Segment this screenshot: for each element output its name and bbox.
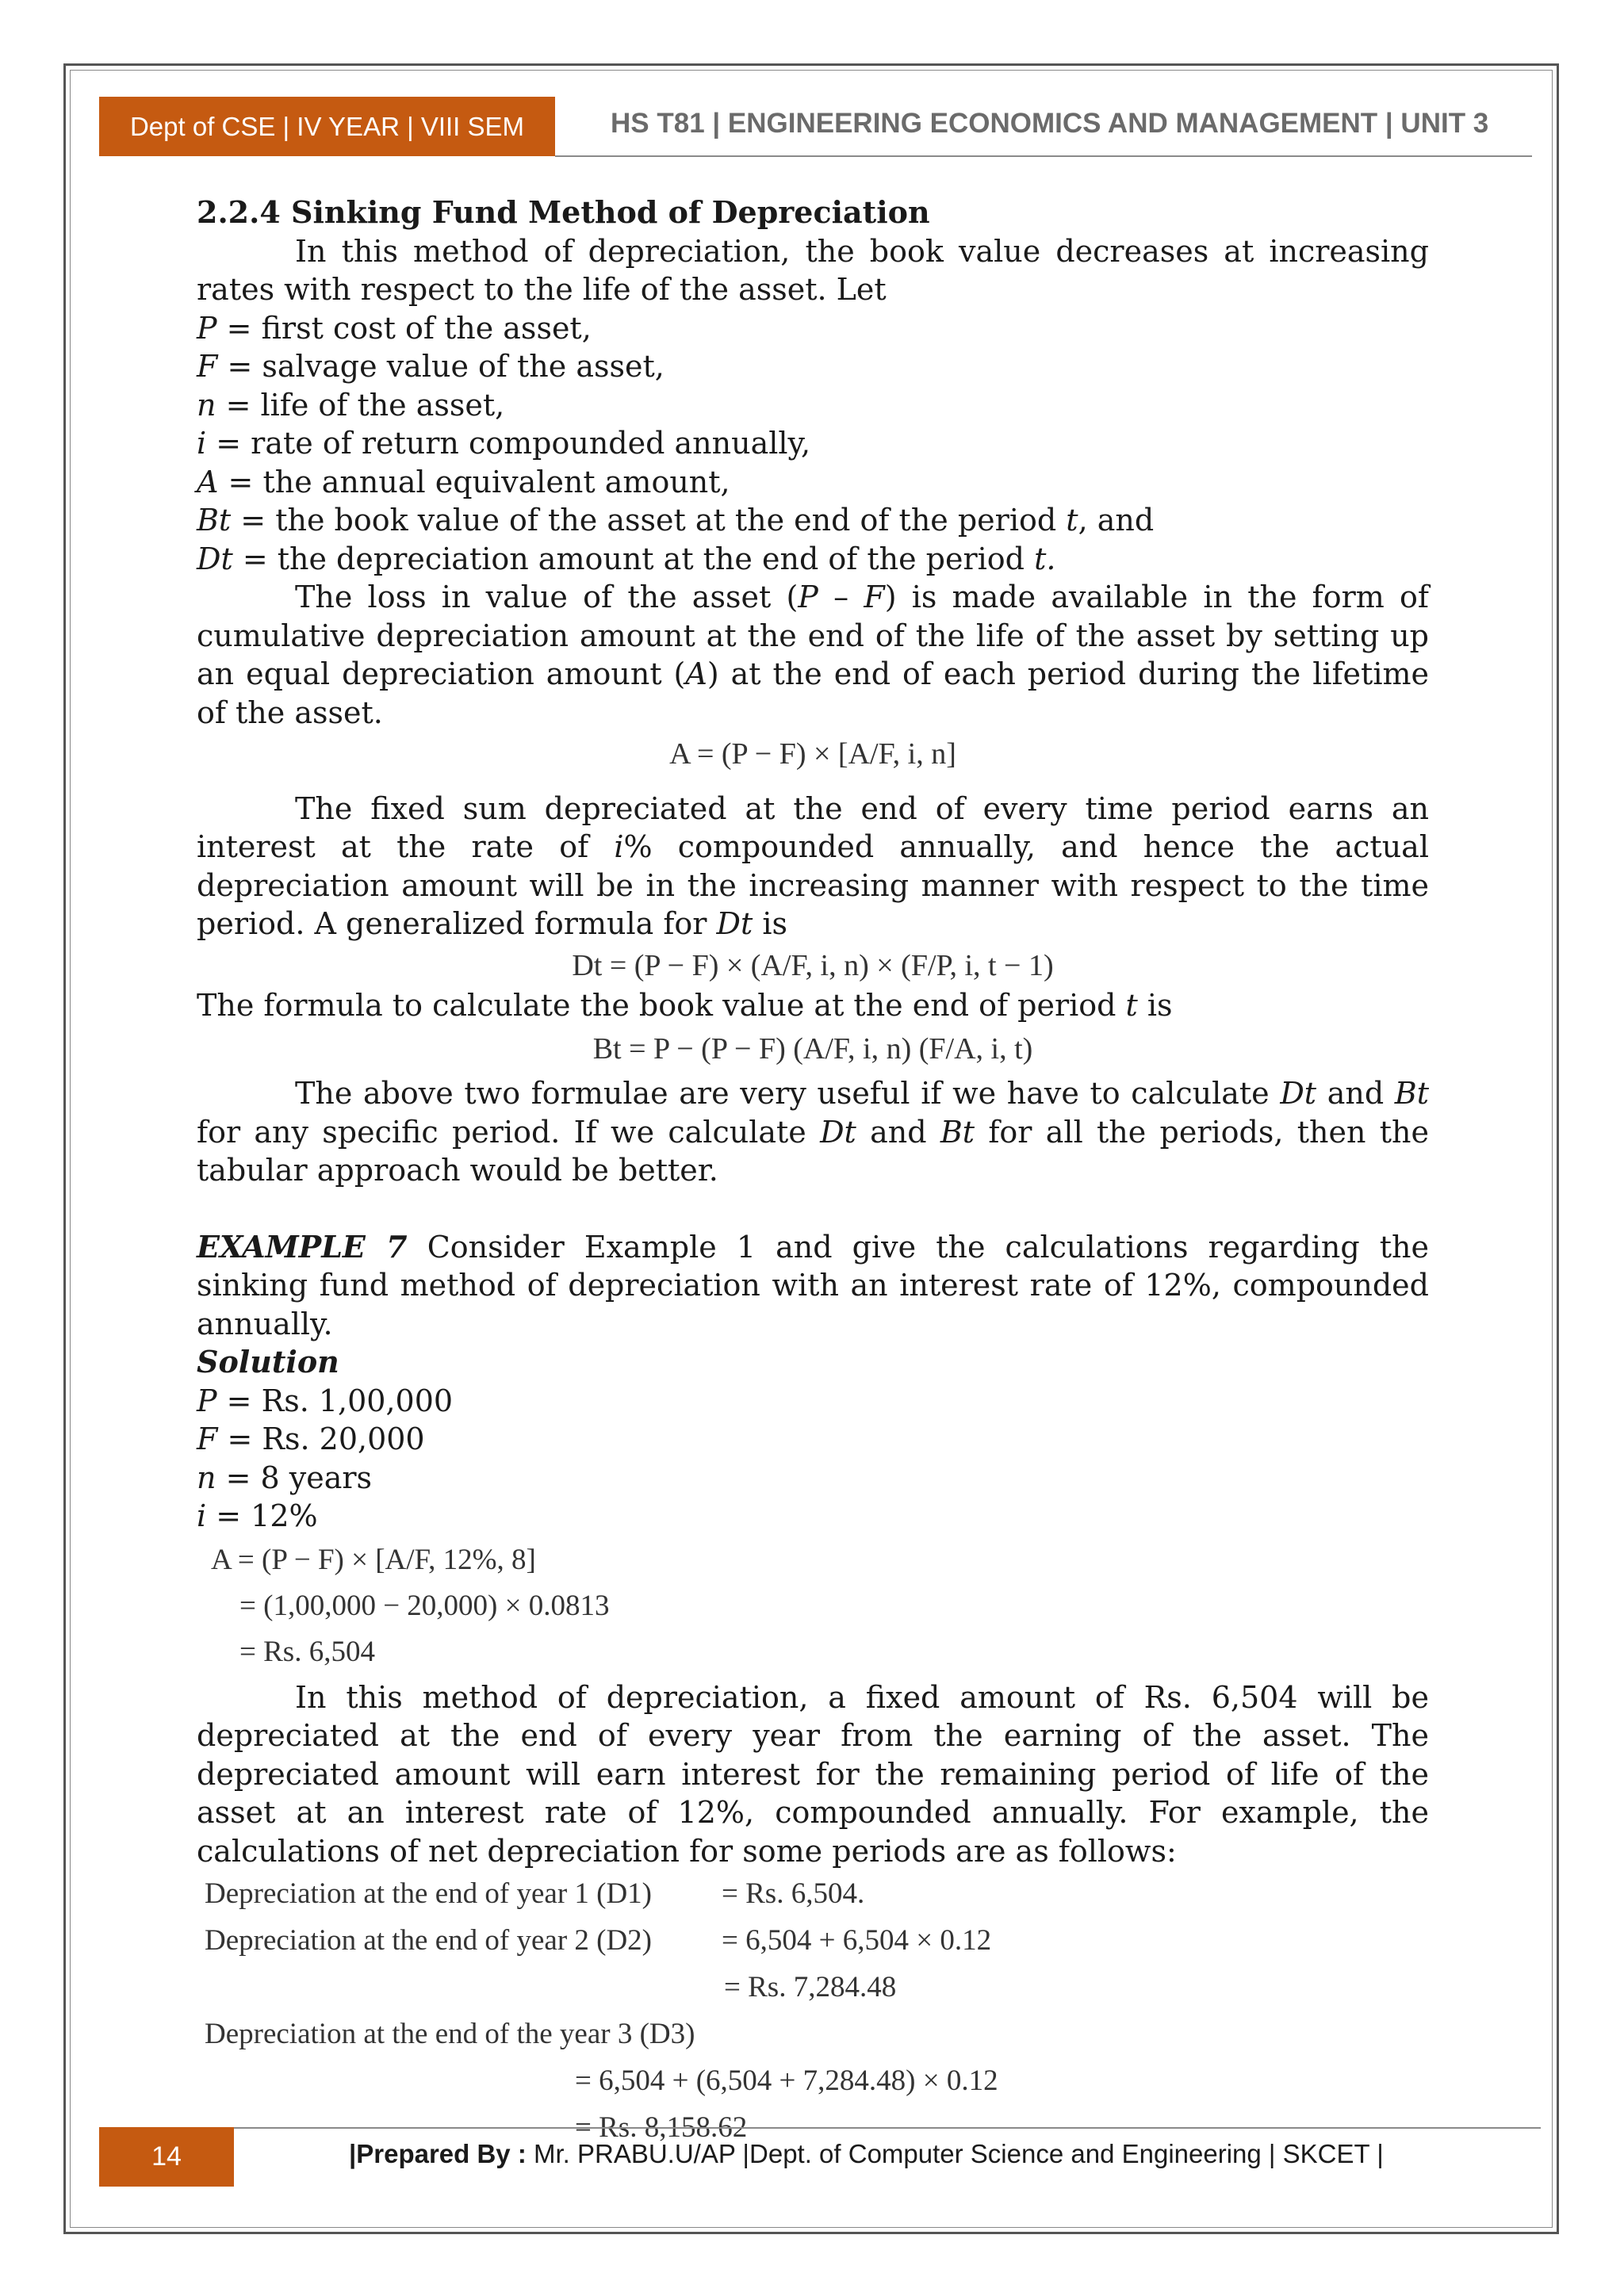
header-divider — [555, 155, 1532, 157]
dep-value: = Rs. 8,158.62 — [575, 2111, 748, 2144]
definition-line: n = life of the asset, — [197, 387, 505, 423]
dep-value: = 6,504 + (6,504 + 7,284.48) × 0.12 — [575, 2064, 998, 2097]
definition-line: i = rate of return compounded annually, — [197, 426, 811, 461]
dep-row — [205, 1917, 1429, 1964]
dep-row — [205, 2057, 1429, 2104]
dep-label: Depreciation at the end of year 2 (D2) — [205, 1924, 652, 1957]
definition-line: Dt = the depreciation amount at the end of the period t. — [197, 541, 1056, 576]
dep-value: = Rs. 7,284.48 — [724, 1971, 897, 2003]
book-value-intro: The formula to calculate the book value at the end of period t is — [197, 988, 1173, 1023]
calc-line: = Rs. 6,504 — [239, 1635, 375, 1668]
given-line: F = Rs. 20,000 — [197, 1422, 425, 1456]
dep-value: = Rs. 6,504. — [722, 1877, 865, 1910]
definition-line: A = the annual equivalent amount, — [197, 464, 730, 499]
calc-line: A = (P − F) × [A/F, 12%, 8] — [211, 1543, 536, 1576]
formula-depreciation: Dt = (P − F) × (A/F, i, n) × (F/P, i, t − 1) — [572, 948, 1054, 982]
dep-label: Depreciation at the end of the year 3 (D3) — [205, 2018, 695, 2050]
footer-divider — [234, 2127, 1541, 2129]
dep-row — [205, 2011, 1429, 2057]
definition-line: P = first cost of the asset, — [197, 310, 592, 346]
formula-book-value: Bt = P − (P − F) (A/F, i, n) (F/A, i, t) — [592, 1031, 1033, 1066]
given-line: i = 12% — [197, 1498, 318, 1533]
definition-line: Bt = the book value of the asset at the end of the period t, and — [197, 503, 1155, 538]
fixed-sum-paragraph: The fixed sum depreciated at the end of every time period earns an interest at the rate of i% compounded annually, and hence the actual depreciation amount will be in the increasing manner with respect to the time period. A generalized formula for Dt is — [197, 790, 1429, 941]
dep-label: Depreciation at the end of year 1 (D1) — [205, 1877, 652, 1910]
section-title: 2.2.4 Sinking Fund Method of Depreciation — [197, 194, 930, 230]
footer-credit: |Prepared By : Mr. PRABU.U/AP |Dept. of Computer Science and Engineering | SKCET | — [349, 2139, 1384, 2168]
given-line: P = Rs. 1,00,000 — [197, 1383, 454, 1418]
page-number: 14 — [99, 2127, 234, 2187]
depreciation-calculations — [205, 1870, 1429, 2151]
dep-row — [205, 1870, 1429, 1917]
definition-line: F = salvage value of the asset, — [197, 349, 665, 384]
dep-value: = 6,504 + 6,504 × 0.12 — [722, 1924, 992, 1957]
annual-amount-calculation — [211, 1537, 1429, 1675]
solution-heading: Solution — [197, 1344, 339, 1380]
loss-paragraph: The loss in value of the asset (P – F) is made available in the form of cumulative depreciation amount at the end of the life of the asset by setting up an equal depreciation amount (A) at the end of each period during the lifetime of the asset. — [197, 580, 1429, 730]
dep-row — [205, 1964, 1429, 2011]
intro-paragraph: In this method of depreciation, the book value decreases at increasing rates with respect to the life of the asset. Let — [197, 233, 1429, 307]
spacer — [197, 1190, 1429, 1228]
formula-annual-amount: A = (P − F) × [A/F, i, n] — [669, 737, 956, 771]
calc-line: = (1,00,000 − 20,000) × 0.0813 — [239, 1589, 610, 1622]
page-content — [197, 193, 1429, 2151]
header-course-title: HS T81 | ENGINEERING ECONOMICS AND MANAGEMENT | UNIT 3 — [611, 108, 1489, 139]
method-explanation-paragraph: In this method of depreciation, a fixed amount of Rs. 6,504 will be depreciated at the end of every year from the earning of the asset. The depreciated amount will earn interest for the remaining period of life of the asset at an interest rate of 12%, compounded annually. For example, the calculations of net depreciation for some periods are as follows: — [197, 1679, 1429, 1869]
formulae-usefulness-paragraph: The above two formulae are very useful if we have to calculate Dt and Bt for any specific period. If we calculate Dt and Bt for all the periods, then the tabular approach would be better. — [197, 1076, 1429, 1188]
given-line: n = 8 years — [197, 1460, 373, 1495]
header-dept-badge: Dept of CSE | IV YEAR | VIII SEM — [99, 97, 555, 156]
example-paragraph: EXAMPLE 7 Consider Example 1 and give the calculations regarding the sinking fund method of depreciation with an interest rate of 12%, compounded annually. — [197, 1228, 1429, 1341]
